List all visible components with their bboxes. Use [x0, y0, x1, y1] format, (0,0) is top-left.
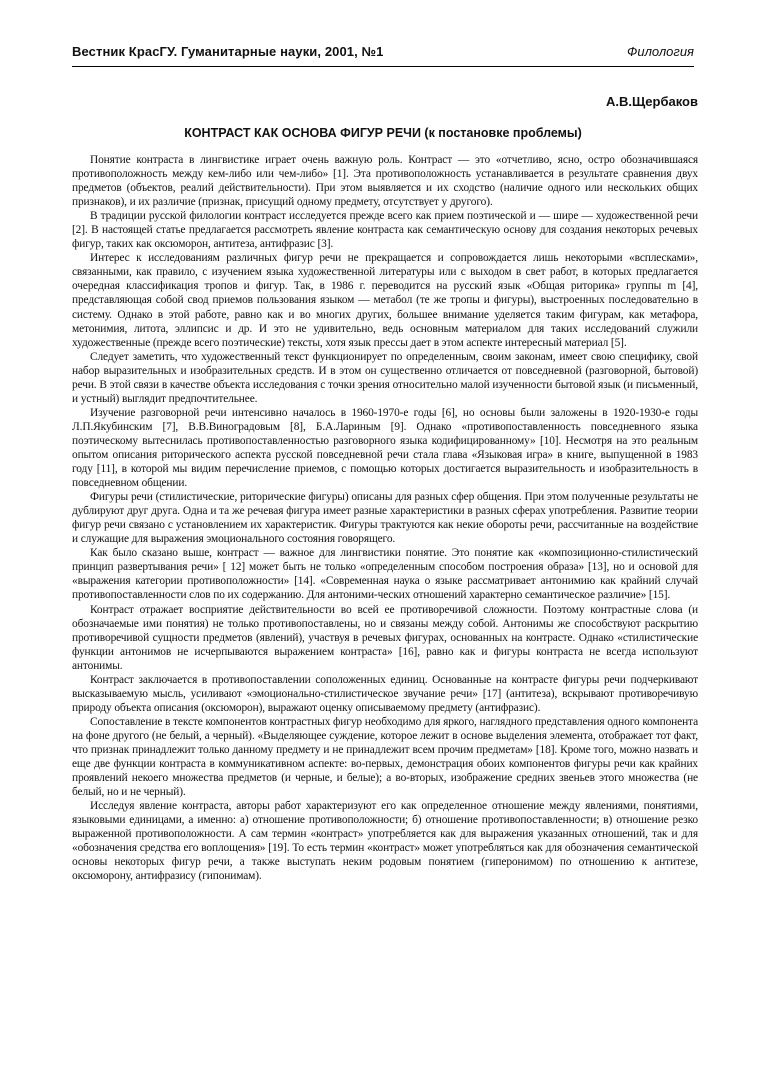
article-title: КОНТРАСТ КАК ОСНОВА ФИГУР РЕЧИ (к постановке проблемы) [184, 126, 582, 140]
paragraph: Фигуры речи (стилистические, риторические фигуры) описаны для разных сфер общения. При этом полученные результаты не дублируют друг друга. Одна и та же речевая фигура имеет разные характеристики в разных сферах употребления. Развитие теории фигур речи связано с установлением их характеристик. Фигуры трактуются как некие обороты речи, рассчитанные на воздействие и служащие для выражения эмоционального состояния говорящего. [72, 491, 698, 546]
article-author: А.В.Щербаков [606, 94, 698, 109]
paragraph: Интерес к исследованиям различных фигур речи не прекращается и сопровождается лишь некоторыми «всплесками», связанными, как правило, с изучением языка художественной литературы или с выходом в свет работ, в которых предлагается очередная классификация тропов и фигур. Так, в 1986 г. переводится на русский язык «Общая риторика» группы m [4], представляющая собой свод приемов пользования языком — метабол (те же тропы и фигуры), выстроенных последовательно в систему. Однако в этой работе, равно как и во многих других, большее внимание уделяется таким фигурам, как метафора, метонимия, литота, эллипсис и др. И это не удивительно, ведь основным материалом для таких исследований служили художественные (прежде всего поэтические) тексты, хотя язык прессы дает в этом аспекте интересный материал [5]. [72, 252, 698, 349]
paragraph: Как было сказано выше, контраст — важное для лингвистики понятие. Это понятие как «композиционно-стилистический принцип развертывания речи» [ 12] может быть не только «определенным способом построения образа» [13], но и основой для «выражения категории противоположности» [14]. «Современная наука о языке рассматривает антонимию как крайний случай противопоставленности слов по их содержанию. Для антоними-ческих отношений характерно семантическое различие» [15]. [72, 547, 698, 602]
paragraph: Сопоставление в тексте компонентов контрастных фигур необходимо для яркого, наглядного представления одного компонента на фоне другого (не белый, а черный). «Выделяющее суждение, которое лежит в основе выделения элемента, отображает тот факт, что признак принадлежит только данному предмету и не принадлежит всем прочим предметам» [18]. Кроме того, можно назвать и еще две функции контраста в коммуникативном аспекте: во-первых, демонстрация обоих компонентов фигуры речи как крайних проявлений некоего множества предметов (и черные, и белые); а во-вторых, изображение средних звеньев этого множества (не белый, но и не черный). [72, 715, 698, 799]
paragraph: Исследуя явление контраста, авторы работ характеризуют его как определенное отношение между явлениями, понятиями, языковыми единицами, а именно: а) отношение противоположности; б) отношение противопоставленности; в) отношение резко выраженной противоположности. А сам термин «контраст» употребляется как для выражения указанных отношений, так и для «обозначения средства его воплощения» [19]. То есть термин «контраст» может употребляться как для обозначения семантической основы некоторых фигур речи, а также выступать неким родовым понятием (гиперонимом) по отношению к антитезе, оксюморону, антифразису (гипонимам). [72, 800, 698, 883]
section-name: Филология [627, 44, 694, 59]
paragraph: Контраст заключается в противопоставлении соположенных единиц. Основанные на контрасте фигуры речи подчеркивают высказываемую мысль, усиливают «эмоционально-стилистическое звучание речи» [17] (антитеза), вскрывают противоречивую природу объекта описания (оксюморон), выражают оценку описываемому предмету (антифразис). [72, 673, 698, 714]
paragraph: Понятие контраста в лингвистике играет очень важную роль. Контраст — это «отчетливо, ясно, остро обозначившаяся противоположность между кем-либо или чем-либо» [1]. Эта противоположность устанавливается в результате сравнения двух предметов (объектов, реалий действительности). При этом выявляется и их сходство (наличие одного или нескольких общих признаков), и их различие (признак, присущий одному предмету, отсутствует у другого). [72, 154, 698, 209]
paragraph: В традиции русской филологии контраст исследуется прежде всего как прием поэтической и — шире — художественной речи [2]. В настоящей статье предлагается рассмотреть явление контраста как семантическую основу для создания некоторых речевых фигур, таких как оксюморон, антитеза, антифразис [3]. [72, 210, 698, 251]
journal-title: Вестник КрасГУ. Гуманитарные науки, 2001, №1 [72, 44, 384, 59]
paragraph: Изучение разговорной речи интенсивно началось в 1960-1970-е годы [6], но основы были заложены в 1920-1930-е годы Л.П.Якубинским [7], В.В.Виноградовым [8], Б.А.Лариным [9]. Однако «противопоставленность повседневного языка поэтическому вытеснилась противопоставленностью разговорного языка кодифицированному» [10]. Несмотря на это реальным опытом описания риторического аспекта русской повседневной речи стала глава «Языковая игра» в книге, выпущенной в 1983 году [11], в которой мы видим перечисление приемов, с помощью которых достигается выразительность и изобразительность в повседневном общении. [72, 406, 698, 490]
paragraph: Контраст отражает восприятие действительности во всей ее противоречивой сложности. Поэтому контрастные слова (и обозначаемые ими понятия) не только противопоставлены, но и связаны между собой. Антонимы же способствуют раскрытию противоречивой сущности предметов (явлений), участвуя в речевых фигурах, основанных на контрасте. Однако «стилистические функции антонимов не исчерпываются выражением контраста» [16], равно как и фигуры контраста не всегда используют антонимы. [72, 603, 698, 672]
running-header [72, 44, 694, 67]
paragraph: Следует заметить, что художественный текст функционирует по определенным, своим законам, имеет свою специфику, свой набор выразительных и изобразительных средств. И в этом он существенно отличается от повседневной (разговорной, бытовой) речи. В этой связи в качестве объекта исследования с точки зрения относительно малой изученности бытовой язык (и письменный, и устный) выглядит предпочтительнее. [72, 350, 698, 405]
article-body [72, 153, 698, 883]
